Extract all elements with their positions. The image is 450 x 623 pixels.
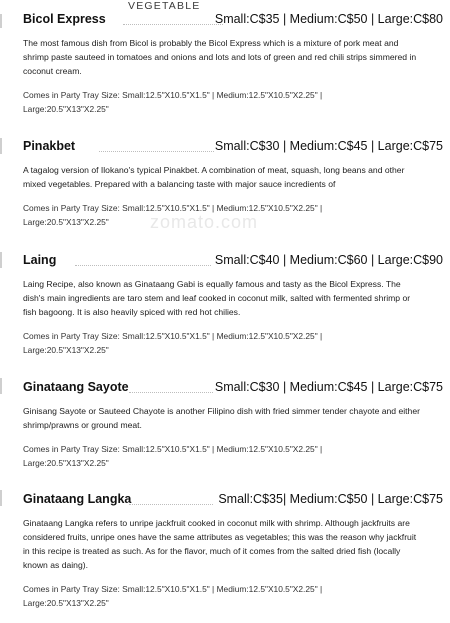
item-name: Ginataang Langka [23, 492, 132, 506]
item-description: The most famous dish from Bicol is probably the Bicol Express which is a mixture of pork meat and shrimp paste sauteed in tomatoes and onions and lots and lots of green and red chili strips simmered in coconut cream. [23, 38, 417, 76]
item-price: Small:C$40 | Medium:C$60 | Large:C$90 [214, 253, 443, 267]
item-marker [0, 252, 2, 268]
item-tray-sizes: Comes in Party Tray Size: Small:12.5"X10.5"X1.5" | Medium:12.5"X10.5"X2.25" | Large:20.5"X13"X2.25" [23, 444, 323, 468]
item-marker [0, 138, 2, 154]
leader-dots [129, 392, 213, 393]
item-description: A tagalog version of Ilokano's typical Pinakbet. A combination of meat, squash, long beans and other mixed vegetables. Prepared with a balancing taste with major sauce incredients of [23, 165, 405, 189]
menu-item-bicol-express [23, 12, 443, 116]
leader-dots [75, 265, 211, 266]
menu-item-pinakbet [23, 139, 443, 229]
item-price: Small:C$35 | Medium:C$50 | Large:C$80 [214, 12, 443, 26]
item-tray-sizes: Comes in Party Tray Size: Small:12.5"X10.5"X1.5" | Medium:12.5"X10.5"X2.25" | Large:20.5"X13"X2.25" [23, 331, 323, 355]
watermark: zomato.com [150, 212, 259, 232]
leader-dots [123, 24, 223, 25]
item-tray-sizes: Comes in Party Tray Size: Small:12.5"X10.5"X1.5" | Medium:12.5"X10.5"X2.25" | Large:20.5"X13"X2.25" [23, 203, 323, 227]
item-name: Pinakbet [23, 139, 76, 153]
item-name: Bicol Express [23, 12, 106, 26]
item-price: Small:C$35| Medium:C$50 | Large:C$75 [218, 492, 443, 506]
menu-item-ginataang-sayote [23, 380, 443, 470]
menu-item-ginataang-langka [23, 492, 443, 610]
item-tray-sizes: Comes in Party Tray Size: Small:12.5"X10.5"X1.5" | Medium:12.5"X10.5"X2.25" | Large:20.5"X13"X2.25" [23, 90, 323, 114]
leader-dots [129, 504, 213, 505]
menu-item-laing [23, 253, 443, 357]
leader-dots [99, 151, 214, 152]
item-name: Ginataang Sayote [23, 380, 129, 394]
item-name: Laing [23, 253, 57, 267]
item-price: Small:C$30 | Medium:C$45 | Large:C$75 [214, 139, 443, 153]
item-tray-sizes: Comes in Party Tray Size: Small:12.5"X10.5"X1.5" | Medium:12.5"X10.5"X2.25" | Large:20.5"X13"X2.25" [23, 584, 323, 608]
section-title: VEGETABLE [128, 0, 201, 12]
item-description: Ginisang Sayote or Sauteed Chayote is another Filipino dish with fried simmer tender chayote and either shrimp/prawns or ground meat. [23, 406, 420, 430]
item-price: Small:C$30 | Medium:C$45 | Large:C$75 [214, 380, 443, 394]
item-description: Ginataang Langka refers to unripe jackfruit cooked in coconut milk with shrimp. Although jackfruits are considered fruits, unripe ones have the same attributes as vegetables; this was the reason why jackfruit in this recipe is treated as such. As for the flavor, much of it comes from the salted dried fish (locally known as daing). [23, 518, 417, 570]
item-marker [0, 378, 2, 394]
item-marker [0, 14, 2, 28]
item-description: Laing Recipe, also known as Ginataang Gabi is equally famous and tasty as the Bicol Express. The dish's main ingredients are taro stem and leaf cooked in coconut milk, salted with fermented shrimp or fish bagoong. It is also heavily spiced with red hot chilies. [23, 279, 411, 317]
item-marker [0, 490, 2, 506]
